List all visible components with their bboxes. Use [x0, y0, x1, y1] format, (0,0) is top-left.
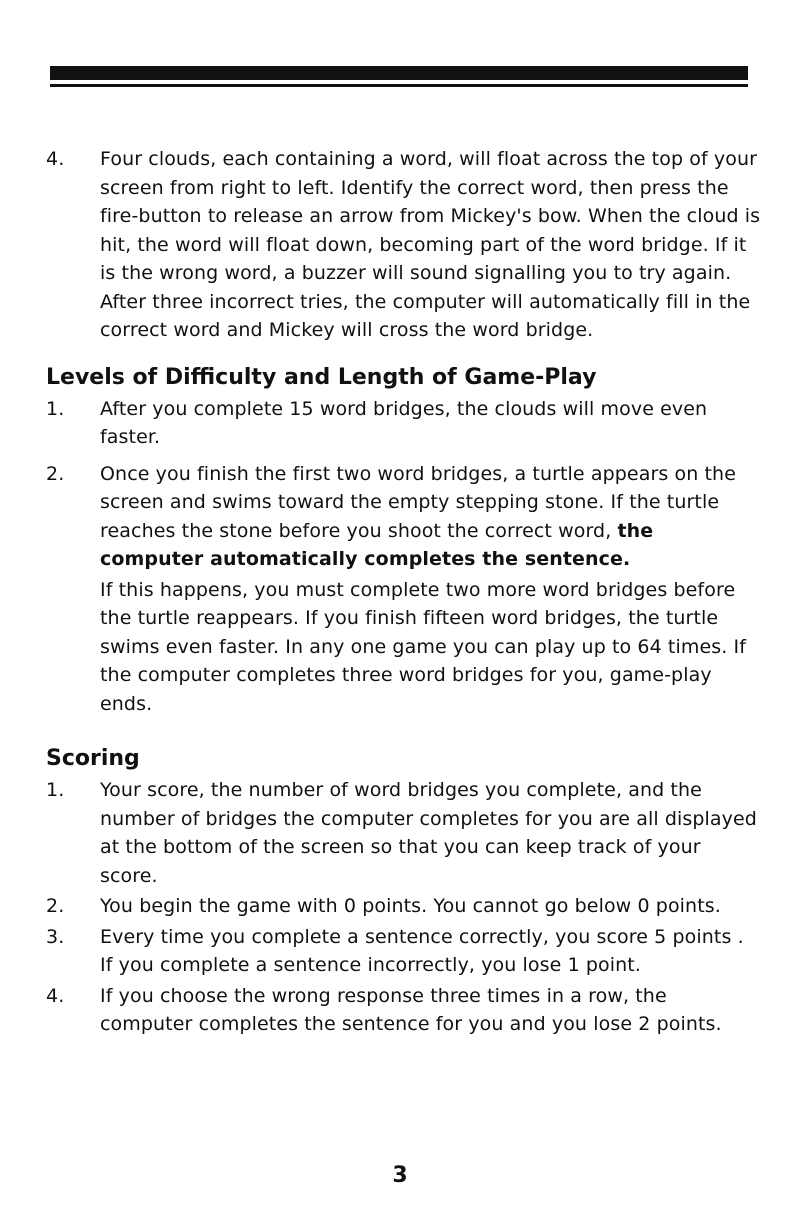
item-number: 4.	[46, 984, 65, 1007]
page-number: 3	[392, 1163, 408, 1188]
item-text: Your score, the number of word bridges you complete, and the number of bridges the computer completes for you are all displayed at the bottom of the screen so that you can keep track of your score.	[100, 779, 757, 887]
item-text-part: Once you finish the first two word bridges, a turtle appears on the screen and swims toward the empty stepping stone. If the turtle reaches the stone before you shoot the correct word,	[100, 462, 736, 542]
item-text: Every time you complete a sentence correctly, you score 5 points . If you complete a sentence incorrectly, you lose 1 point.	[100, 925, 744, 976]
instruction-item-4	[46, 145, 761, 345]
item-number: 4.	[46, 148, 65, 170]
header-rule	[50, 66, 748, 80]
scoring-item-1	[46, 776, 761, 890]
item-number: 3.	[46, 925, 65, 948]
levels-item-2	[46, 460, 761, 719]
scoring-item-2	[46, 892, 761, 921]
item-text: Four clouds, each containing a word, will float across the top of your screen from right to left. Identify the correct word, then press the fire-button to release an arrow from Mickey's bow. When the cloud is hit, the word will float down, becoming part of the word bridge. If it is the wrong word, a buzzer will sound signalling you to try again. After three incorrect tries, the computer will automatically fill in the correct word and Mickey will cross the word bridge.	[100, 148, 761, 341]
item-number: 2.	[46, 462, 65, 485]
section-heading-scoring: Scoring	[46, 746, 140, 771]
scoring-item-3	[46, 923, 761, 980]
item-number: 2.	[46, 895, 65, 917]
item-text: You begin the game with 0 points. You cannot go below 0 points.	[100, 895, 721, 917]
item-text: If you choose the wrong response three times in a row, the computer completes the sentence for you and you lose 2 points.	[100, 984, 722, 1035]
item-text-bold: the computer automatically completes the sentence.	[100, 519, 654, 570]
levels-item-1	[46, 395, 761, 452]
item-text-continued: If this happens, you must complete two more word bridges before the turtle reappears. If you finish fifteen word bridges, the turtle swims even faster. In any one game you can play up to 64 times. If the computer completes three word bridges for you, game-play ends.	[100, 578, 747, 715]
scoring-item-4	[46, 982, 761, 1039]
item-number: 1.	[46, 779, 65, 801]
section-heading-levels: Levels of Difficulty and Length of Game-Play	[46, 364, 597, 390]
item-text	[100, 460, 761, 574]
item-number: 1.	[46, 397, 65, 420]
item-text: After you complete 15 word bridges, the clouds will move even faster.	[100, 397, 708, 448]
page-content	[46, 145, 761, 1039]
header-rule-thin	[50, 84, 748, 87]
